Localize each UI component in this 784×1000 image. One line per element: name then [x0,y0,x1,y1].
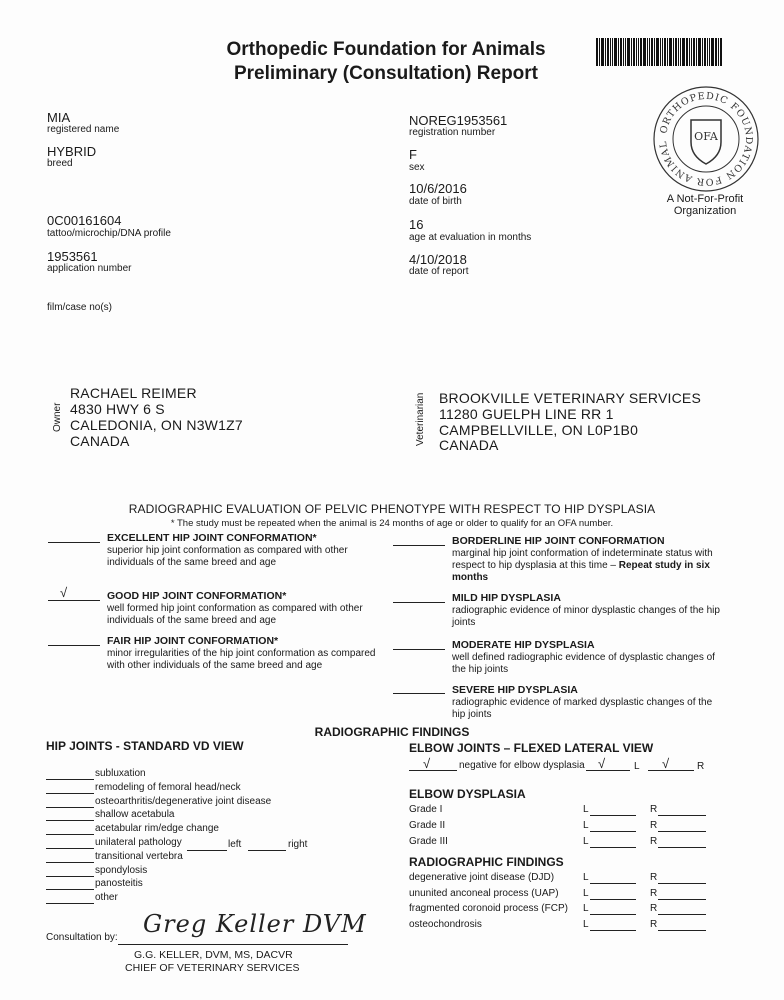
ofa-seal [651,84,761,194]
right-label: R [650,872,658,883]
elbow-finding-right-blank[interactable] [658,883,706,884]
right-label: R [650,820,658,831]
evaluation-note: * The study must be repeated when the animal is 24 months of age or older to qualify for an OFA number. [170,518,614,529]
unilateral-left-blank[interactable] [187,850,227,851]
grade-right-blank[interactable] [658,831,706,832]
left-label: L [583,820,589,831]
elbow-finding-label: fragmented coronoid process (FCP) [409,903,568,914]
owner-line-2: 4830 HWY 6 S [70,401,165,417]
hip-finding-label: panosteitis [95,878,143,890]
elbow-finding-left-blank[interactable] [590,883,636,884]
unilateral-left-label: left [228,839,242,850]
consultation-label: Consultation by: [46,932,118,943]
hip-finding-label: acetabular rim/edge change [95,823,219,835]
grade-label: Grade II [409,820,446,831]
unilateral-right-label: right [288,839,308,850]
left-label: L [583,887,589,899]
signer-name: G.G. KELLER, DVM, MS, DACVR [134,949,293,961]
report-title-line1: Orthopedic Foundation for Animals [226,39,546,60]
moderate-desc: well defined radiographic evidence of dysplastic changes of the hip joints [452,652,715,675]
hip-finding-label: shallow acetabula [95,809,175,821]
good-blank[interactable] [48,600,100,601]
grade-right-blank[interactable] [658,847,706,848]
moderate-blank[interactable] [393,649,445,650]
right-label: R [650,887,658,899]
hip-finding-blank[interactable] [46,820,94,821]
elbow-finding-right-blank[interactable] [658,914,706,915]
elbow-left-blank[interactable] [586,770,630,771]
hip-finding-label: transitional vertebra [95,850,183,862]
report-date-label: date of report [409,266,469,277]
seal-center-text: OFA [694,130,718,143]
report-title-line2: Preliminary (Consultation) Report [233,63,539,84]
severe-desc: radiographic evidence of marked dysplastic changes of the hip joints [452,697,713,720]
hip-finding-label: osteoarthritis/degenerative joint disease [95,795,272,807]
hip-finding-blank[interactable] [46,807,94,808]
registration-label: registration number [409,127,496,138]
borderline-title: BORDERLINE HIP JOINT CONFORMATION [452,535,665,547]
right-label: R [650,903,658,914]
seal-caption-2: Organization [673,205,737,217]
seal-ring-text: ORTHOPEDIC FOUNDATION FOR ANIMAL [657,90,755,188]
registered-name-label: registered name [47,124,120,135]
moderate-title: MODERATE HIP DYSPLASIA [452,639,595,651]
sex-value: F [409,147,417,162]
borderline-repeat: Repeat study in six months [452,560,710,583]
elbow-finding-label: degenerative joint disease (DJD) [409,872,555,883]
barcode [596,38,723,66]
good-mark: √ [60,585,68,600]
elbow-right-label: R [697,761,705,772]
hip-finding-label: other [95,892,118,904]
breed-label: breed [47,158,73,169]
elbow-finding-right-blank[interactable] [658,930,706,931]
left-label: L [583,903,589,914]
registration-value: NOREG1953561 [409,113,508,128]
vet-line-2: 11280 GUELPH LINE RR 1 [439,406,614,422]
elbow-left-label: L [634,761,640,772]
hip-finding-label: subluxation [95,768,146,779]
vet-line-1: BROOKVILLE VETERINARY SERVICES [439,390,701,406]
owner-side-label: Owner [52,402,63,432]
hip-finding-blank[interactable] [46,793,94,794]
dob-label: date of birth [409,196,462,207]
fair-title: FAIR HIP JOINT CONFORMATION* [107,635,279,647]
elbow-finding-label: osteochondrosis [409,918,482,930]
mild-desc: radiographic evidence of minor dysplastic changes of the hip joints [452,605,720,628]
elbow-right-mark: √ [662,756,670,771]
left-label: L [583,836,589,847]
good-desc: well formed hip joint conformation as compared with other individuals of the same breed and age [107,603,363,626]
excellent-blank[interactable] [48,542,100,543]
grade-right-blank[interactable] [658,815,706,816]
hip-finding-blank[interactable] [46,848,94,849]
severe-blank[interactable] [393,693,445,694]
grade-label: Grade III [409,836,448,847]
elbow-finding-right-blank[interactable] [658,899,706,900]
evaluation-heading: RADIOGRAPHIC EVALUATION OF PELVIC PHENOTYPE WITH RESPECT TO HIP DYSPLASIA [128,502,656,516]
good-title: GOOD HIP JOINT CONFORMATION* [107,590,287,602]
grade-left-blank[interactable] [590,815,636,816]
hip-finding-blank[interactable] [46,889,94,890]
grade-label: Grade I [409,804,443,815]
mild-title: MILD HIP DYSPLASIA [452,592,561,604]
elbow-negative-mark: √ [423,756,431,771]
age-value: 16 [409,217,424,232]
tattoo-label: tattoo/microchip/DNA profile [47,228,171,239]
left-label: L [583,804,589,815]
signer-title: CHIEF OF VETERINARY SERVICES [125,962,300,974]
elbow-finding-label: ununited anconeal process (UAP) [409,887,559,899]
handwritten-signature: Greg Keller DVM [143,910,367,938]
elbow-negative-label: negative for elbow dysplasia [459,760,585,771]
application-value: 1953561 [47,249,98,264]
unilateral-right-blank[interactable] [248,850,286,851]
borderline-blank[interactable] [393,545,445,546]
right-label: R [650,804,658,815]
left-label: L [583,872,589,883]
borderline-desc: marginal hip joint conformation of indeterminate status with respect to hip dysplasia at this time – [452,548,713,571]
tattoo-value: 0C00161604 [47,213,122,228]
age-label: age at evaluation in months [409,232,532,243]
owner-line-4: CANADA [70,433,130,449]
grade-left-blank[interactable] [590,847,636,848]
breed-value: HYBRID [47,144,97,159]
findings-heading: RADIOGRAPHIC FINDINGS [314,725,470,739]
hip-finding-label: spondylosis [95,864,148,876]
elbow-findings-heading: RADIOGRAPHIC FINDINGS [409,855,564,869]
hip-finding-blank[interactable] [46,903,94,904]
hip-finding-blank[interactable] [46,834,94,835]
excellent-title: EXCELLENT HIP JOINT CONFORMATION* [107,532,317,544]
right-label: R [650,918,658,930]
hip-finding-label: unilateral pathology [95,837,182,848]
elbow-dysplasia-heading: ELBOW DYSPLASIA [409,787,526,801]
registered-name-value: MIA [47,110,71,125]
hip-finding-blank[interactable] [46,779,94,780]
vet-line-4: CANADA [439,437,499,453]
hip-finding-label: remodeling of femoral head/neck [95,781,241,793]
vet-side-label: Veterinarian [415,392,426,446]
application-label: application number [47,263,132,274]
report-date-value: 4/10/2018 [409,252,467,267]
fair-desc: minor irregularities of the hip joint conformation as compared with other individuals of the same breed and age [107,648,376,671]
sex-label: sex [409,162,425,173]
hip-finding-blank[interactable] [46,876,94,877]
excellent-desc: superior hip joint conformation as compared with other individuals of the same breed and age [107,545,348,568]
elbow-finding-left-blank[interactable] [590,930,636,931]
grade-left-blank[interactable] [590,831,636,832]
hip-heading: HIP JOINTS - STANDARD VD VIEW [46,739,244,753]
dob-value: 10/6/2016 [409,181,467,196]
vet-line-3: CAMPBELLVILLE, ON L0P1B0 [439,422,639,438]
mild-blank[interactable] [393,602,445,603]
seal-caption-1: A Not-For-Profit [666,193,744,205]
severe-title: SEVERE HIP DYSPLASIA [452,684,578,696]
signature-line [118,944,348,945]
elbow-heading: ELBOW JOINTS – FLEXED LATERAL VIEW [409,741,654,755]
elbow-finding-left-blank[interactable] [590,899,636,900]
elbow-left-mark: √ [598,756,606,771]
elbow-right-blank[interactable] [648,770,694,771]
elbow-negative-blank[interactable] [409,770,457,771]
owner-line-1: RACHAEL REIMER [70,385,197,401]
hip-finding-blank[interactable] [46,862,94,863]
film-label: film/case no(s) [47,302,113,313]
owner-line-3: CALEDONIA, ON N3W1Z7 [70,417,243,433]
elbow-finding-left-blank[interactable] [590,914,636,915]
right-label: R [650,836,658,847]
fair-blank[interactable] [48,645,100,646]
left-label: L [583,918,589,930]
